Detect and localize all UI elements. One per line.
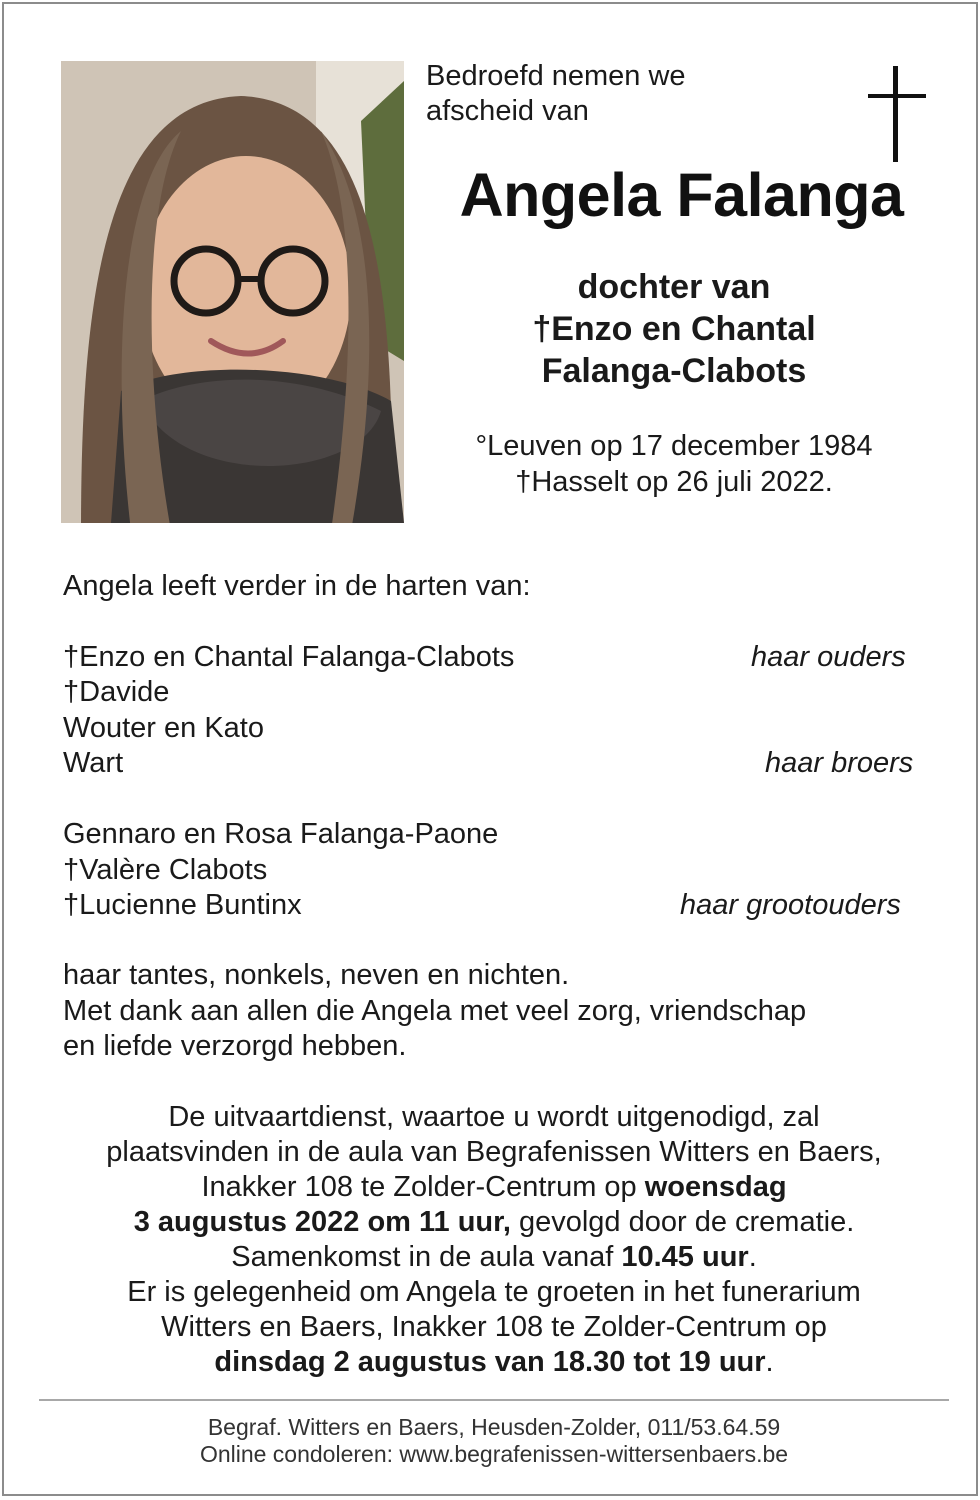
service-line: Inakker 108 te Zolder-Centrum op woensdag [201,1171,787,1203]
obituary-card [2,2,978,1496]
service-line: 3 augustus 2022 om 11 uur, gevolgd door de crematie. [133,1206,855,1238]
footer-website[interactable]: Online condoleren: www.begrafenissen-wittersenbaers.be [199,1441,789,1467]
service-line: Witters en Baers, Inakker 108 te Zolder-Centrum op [161,1311,827,1343]
footer [44,1414,944,1468]
intro-line: afscheid van [426,95,589,127]
footer-contact: Begraf. Witters en Baers, Heusden-Zolder, 011/53.64.59 [207,1414,781,1440]
parents-line: dochter van [577,268,771,306]
family-grandparents [63,817,923,924]
service-line: De uitvaartdienst, waartoe u wordt uitgenodigd, zal [168,1101,820,1133]
family-role: haar grootouders [680,889,901,921]
service-announcement [44,1100,944,1380]
closing-line: Met dank aan allen die Angela met veel zorg, vriendschap [63,994,807,1027]
closing-line: haar tantes, nonkels, neven en nichten. [63,959,570,991]
portrait-photo [61,61,404,523]
family-name: †Valère Clabots [63,853,268,886]
survivors-intro: Angela leeft verder in de harten van: [63,570,531,602]
service-line: Er is gelegenheid om Angela te groeten in het funerarium [127,1276,861,1308]
divider [39,1399,949,1401]
closing-text [63,958,806,1065]
cross-icon [868,66,926,162]
family-brothers [63,675,923,782]
deceased-name: Angela Falanga [459,161,904,229]
birth-date: °Leuven op 17 december 1984 [475,430,873,462]
family-role: haar ouders [751,641,906,673]
family-name: Wart [63,747,124,779]
service-line: Samenkomst in de aula vanaf 10.45 uur. [231,1241,757,1273]
service-line: plaatsvinden in de aula van Begrafenissen Witters en Baers, [106,1136,882,1168]
family-name: Wouter en Kato [63,711,264,744]
family-name: Gennaro en Rosa Falanga-Paone [63,818,499,850]
intro-text [426,59,686,129]
death-date: †Hasselt op 26 juli 2022. [515,466,833,498]
parents-line: †Enzo en Chantal [532,310,816,348]
dates-block [434,428,914,500]
closing-line: en liefde verzorgd hebben. [63,1030,407,1062]
intro-line: Bedroefd nemen we [426,60,686,92]
family-name: †Lucienne Buntinx [63,889,302,921]
family-role: haar broers [765,747,914,779]
service-line: dinsdag 2 augustus van 18.30 tot 19 uur. [214,1346,774,1378]
family-name: †Enzo en Chantal Falanga-Clabots [63,641,515,673]
parents-line: Falanga-Clabots [541,352,807,390]
parents-block [434,266,914,392]
family-parents [63,640,923,676]
family-name: †Davide [63,676,170,708]
